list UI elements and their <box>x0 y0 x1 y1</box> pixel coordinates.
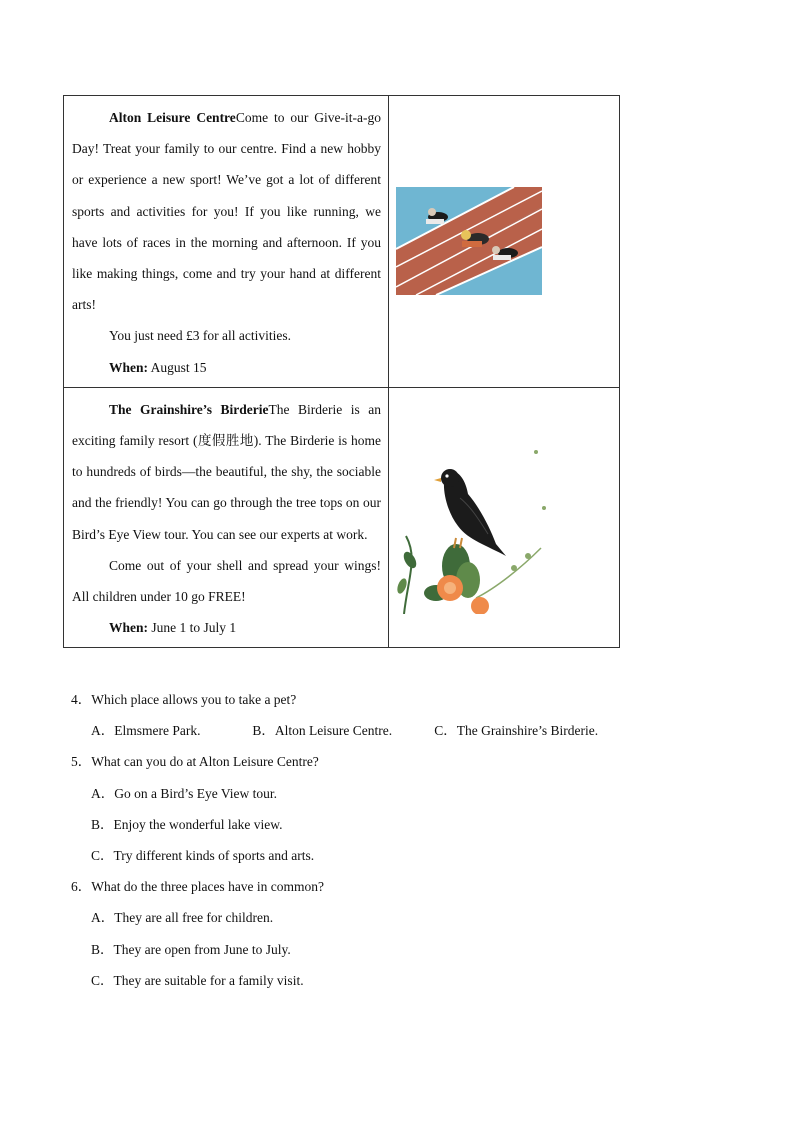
birderie-text-cell <box>64 387 389 648</box>
question-4-option-b[interactable]: B．Alton Leisure Centre. <box>252 723 393 739</box>
question-5-stem: 5．What can you do at Alton Leisure Centre? <box>71 754 319 770</box>
running-track-image <box>396 187 542 295</box>
alton-body: Come to our Give-it-a-go Day! Treat your family to our centre. Find a new hobby or experience a new sport! We’ve got a lot of different sports and activities for you! If you like running, we have lots of races in the morning and afternoon. If you like making things, come and try your hand at different arts! <box>72 110 381 313</box>
question-6-option-c[interactable]: C．They are suitable for a family visit. <box>91 972 304 988</box>
question-5-option-b[interactable]: B．Enjoy the wonderful lake view. <box>91 816 283 832</box>
birderie-image-cell <box>389 387 620 648</box>
alton-text-cell <box>64 96 389 388</box>
alton-when <box>72 352 381 383</box>
question-5-option-a[interactable]: A．Go on a Bird’s Eye View tour. <box>91 785 278 801</box>
alton-image-cell <box>389 96 620 388</box>
question-4-options <box>71 715 631 746</box>
birderie-when-label: When: <box>109 620 149 636</box>
question-6-option-b[interactable]: B．They are open from June to July. <box>91 941 291 957</box>
questions-section <box>71 684 631 996</box>
question-5-option-c[interactable]: C．Try different kinds of sports and arts. <box>91 848 315 864</box>
birderie-when-value: June 1 to July 1 <box>148 620 237 636</box>
bird-on-flower-image <box>396 448 548 614</box>
alton-when-label: When: <box>109 359 149 375</box>
birderie-body: The Birderie is an exciting family resort (度假胜地). The Birderie is home to hundreds of birds—the beautiful, the shy, the sociable and the friendly! You can go through the tree tops on our Bird’s Eye View tour. You can see our experts at work. <box>72 401 381 542</box>
question-4-stem: 4．Which place allows you to take a pet? <box>71 692 297 707</box>
alton-title: Alton Leisure Centre <box>109 110 236 125</box>
question-6-option-a[interactable]: A．They are all free for children. <box>91 910 274 926</box>
question-4-option-c[interactable]: C．The Grainshire’s Birderie. <box>434 723 599 739</box>
ads-table <box>63 95 620 648</box>
ad-row-birderie <box>64 387 620 648</box>
birderie-title: The Grainshire’s Birderie <box>109 401 269 417</box>
birderie-extra: Come out of your shell and spread your wings! All children under 10 go FREE! <box>72 557 381 605</box>
question-4-option-a[interactable]: A．Elmsmere Park. <box>91 723 201 739</box>
birderie-when <box>72 612 381 643</box>
alton-price: You just need £3 for all activities. <box>109 328 291 344</box>
alton-paragraph <box>72 102 381 320</box>
question-6-stem: 6．What do the three places have in common? <box>71 879 325 895</box>
ad-row-alton <box>64 96 620 388</box>
birderie-paragraph <box>72 394 381 550</box>
alton-when-value: August 15 <box>148 359 207 375</box>
